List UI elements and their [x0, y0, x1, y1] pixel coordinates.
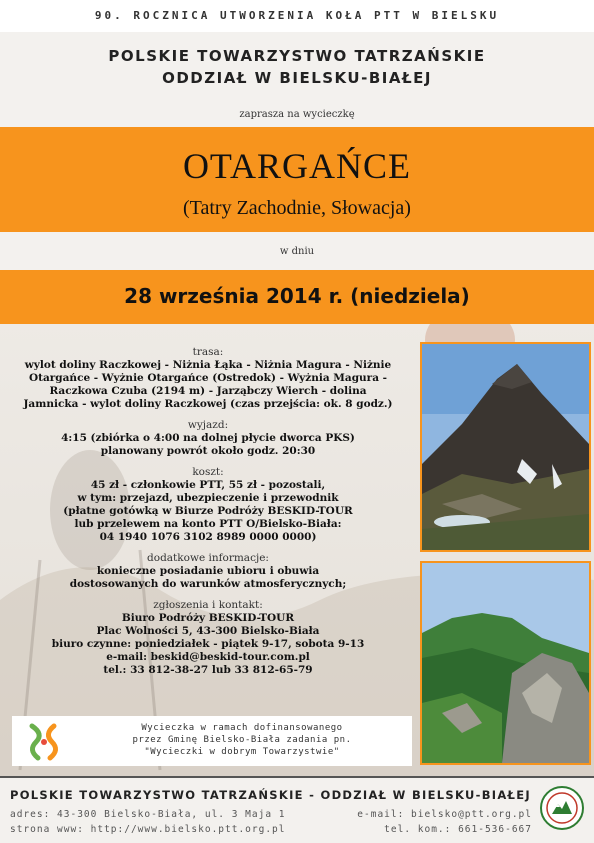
- additional-info-section: [8, 552, 408, 591]
- mountain-photo-ridge: [420, 561, 591, 765]
- footer-address: adres: 43-300 Bielsko-Biała, ul. 3 Maja 1: [10, 809, 286, 820]
- trip-subtitle: (Tatry Zachodnie, Słowacja): [183, 197, 411, 219]
- anniversary-text: 90. ROCZNICA UTWORZENIA KOŁA PTT W BIELSKU: [94, 9, 500, 22]
- trip-title: OTARGAŃCE: [182, 146, 412, 186]
- mountain-photo-peak: [420, 342, 591, 552]
- route-line: wylot doliny Raczkowej - Niżnia Łąka - Niżnia Magura - Niżnie: [24, 359, 392, 371]
- departure-line: planowany powrót około godz. 20:30: [100, 445, 316, 457]
- route-line: Raczkowa Czuba (2194 m) - Jarząbczy Wierch - dolina: [49, 385, 367, 397]
- organization-name: POLSKIE TOWARZYSTWO TATRZAŃSKIE: [108, 47, 486, 65]
- cost-line: 45 zł - członkowie PTT, 55 zł - pozostali,: [90, 479, 326, 491]
- sponsor-line: Wycieczka w ramach dofinansowanego: [141, 723, 343, 733]
- organization-header: [0, 45, 594, 89]
- route-label: trasa:: [192, 346, 224, 358]
- cost-label: koszt:: [192, 466, 224, 478]
- sponsor-line: przez Gminę Bielsko-Biała zadania pn.: [132, 735, 352, 745]
- route-section: [8, 346, 408, 411]
- cost-line: w tym: przejazd, ubezpieczenie i przewodnik: [77, 492, 339, 504]
- contact-section: [8, 599, 408, 677]
- cost-section: [8, 466, 408, 544]
- invitation-text: zaprasza na wycieczkę: [239, 109, 355, 120]
- route-line: Otargańce - Wyżnie Otargańce (Ostredok) - Wyżnia Magura -: [28, 372, 388, 384]
- additional-info-line: dostosowanych do warunków atmosferycznych;: [69, 578, 347, 590]
- departure-label: wyjazd:: [187, 419, 229, 431]
- footer: [0, 776, 594, 843]
- sponsor-line: "Wycieczki w dobrym Towarzystwie": [144, 747, 340, 757]
- route-line: Jamnicka - wylot doliny Raczkowej (czas przejścia: ok. 8 godz.): [23, 398, 393, 410]
- footer-phone: tel. kom.: 661-536-667: [384, 824, 532, 835]
- contact-label: zgłoszenia i kontakt:: [153, 599, 263, 611]
- contact-email: e-mail: beskid@beskid-tour.com.pl: [106, 651, 310, 663]
- footer-website[interactable]: strona www: http://www.bielsko.ptt.org.pl: [10, 824, 286, 835]
- sponsor-box: [12, 716, 412, 766]
- cost-line: 04 1940 1076 3102 8989 0000 0000): [99, 531, 317, 543]
- footer-title: POLSKIE TOWARZYSTWO TATRZAŃSKIE - ODDZIAŁ W BIELSKU-BIAŁEJ: [10, 788, 531, 802]
- contact-line: Plac Wolności 5, 43-300 Bielsko-Biała: [96, 625, 320, 637]
- sponsor-logo-icon: [24, 722, 66, 762]
- sponsor-text: [74, 722, 410, 758]
- trip-details: [8, 346, 408, 677]
- ptt-badge-icon: [540, 786, 584, 830]
- date-intro: w dniu: [279, 246, 315, 257]
- trip-date: 28 września 2014 r. (niedziela): [124, 284, 470, 308]
- organization-branch: ODDZIAŁ W BIELSKU-BIAŁEJ: [162, 69, 432, 87]
- departure-line: 4:15 (zbiórka o 4:00 na dolnej płycie dworca PKS): [61, 432, 355, 444]
- departure-section: [8, 419, 408, 458]
- additional-info-label: dodatkowe informacje:: [147, 552, 269, 564]
- contact-phone: tel.: 33 812-38-27 lub 33 812-65-79: [103, 664, 313, 676]
- cost-line: lub przelewem na konto PTT O/Bielsko-Biała:: [74, 518, 342, 530]
- contact-line: Biuro Podróży BESKID-TOUR: [121, 612, 295, 624]
- footer-email[interactable]: e-mail: bielsko@ptt.org.pl: [357, 809, 532, 820]
- anniversary-banner: [0, 0, 594, 32]
- additional-info-line: konieczne posiadanie ubioru i obuwia: [96, 565, 320, 577]
- contact-line: biuro czynne: poniedziałek - piątek 9-17, sobota 9-13: [51, 638, 365, 650]
- cost-line: (płatne gotówką w Biurze Podróży BESKID-TOUR: [63, 505, 353, 517]
